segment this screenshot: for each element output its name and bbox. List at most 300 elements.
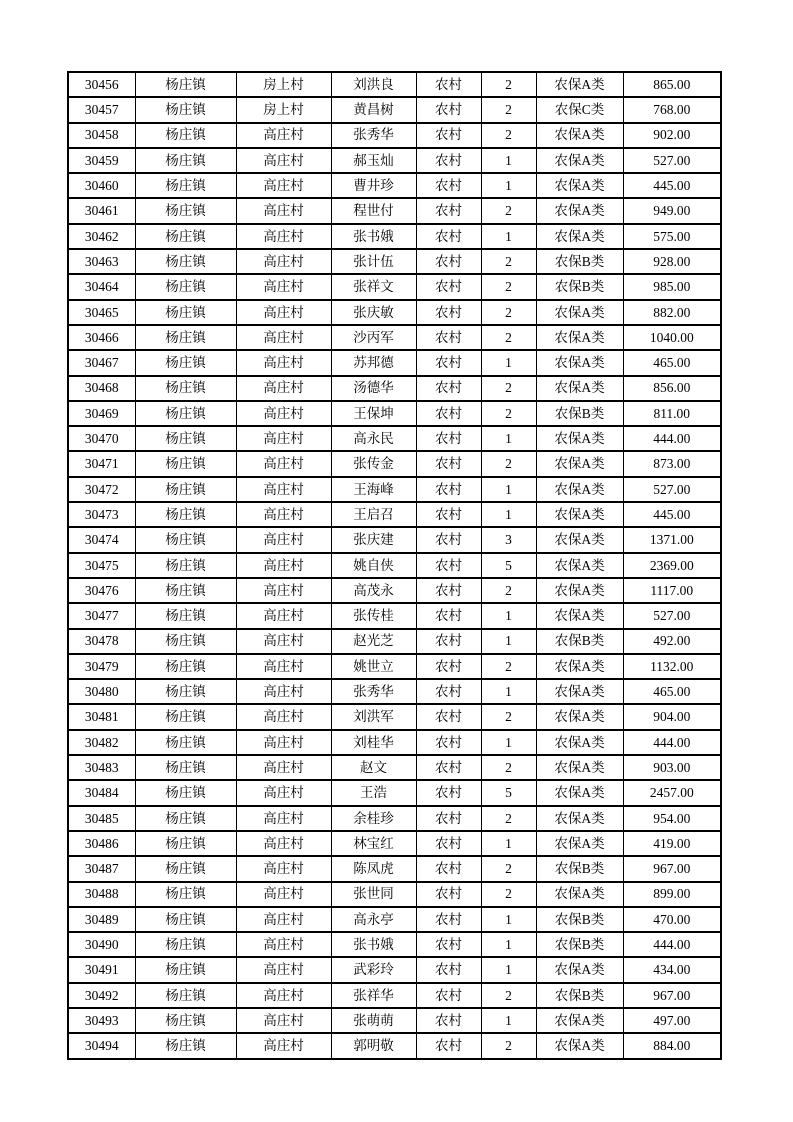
cell-person-count: 2 (481, 325, 536, 350)
cell-serial-number: 30493 (68, 1008, 135, 1033)
cell-village: 高庄村 (236, 957, 331, 982)
cell-town: 杨庄镇 (135, 224, 236, 249)
cell-person-count: 5 (481, 780, 536, 805)
cell-town: 杨庄镇 (135, 704, 236, 729)
cell-insurance-category: 农保B类 (536, 932, 623, 957)
cell-town: 杨庄镇 (135, 603, 236, 628)
table-row (68, 856, 721, 881)
cell-person-count: 1 (481, 957, 536, 982)
cell-serial-number: 30475 (68, 553, 135, 578)
cell-residence-type: 农村 (416, 148, 481, 173)
cell-village: 高庄村 (236, 173, 331, 198)
cell-person-name: 林宝红 (331, 831, 416, 856)
cell-person-name: 王保坤 (331, 401, 416, 426)
cell-insurance-category: 农保B类 (536, 629, 623, 654)
table-row (68, 831, 721, 856)
cell-residence-type: 农村 (416, 856, 481, 881)
cell-insurance-category: 农保B类 (536, 274, 623, 299)
cell-residence-type: 农村 (416, 97, 481, 122)
cell-person-name: 高茂永 (331, 578, 416, 603)
cell-insurance-category: 农保A类 (536, 1008, 623, 1033)
table-row (68, 957, 721, 982)
cell-residence-type: 农村 (416, 882, 481, 907)
cell-village: 高庄村 (236, 679, 331, 704)
cell-serial-number: 30460 (68, 173, 135, 198)
cell-person-name: 余桂珍 (331, 806, 416, 831)
cell-person-count: 2 (481, 704, 536, 729)
cell-person-name: 张萌萌 (331, 1008, 416, 1033)
cell-town: 杨庄镇 (135, 578, 236, 603)
cell-town: 杨庄镇 (135, 477, 236, 502)
cell-serial-number: 30482 (68, 730, 135, 755)
table-row (68, 882, 721, 907)
cell-village: 高庄村 (236, 1033, 331, 1058)
table-row (68, 654, 721, 679)
cell-village: 高庄村 (236, 198, 331, 223)
cell-person-count: 1 (481, 350, 536, 375)
cell-insurance-category: 农保A类 (536, 882, 623, 907)
cell-amount: 465.00 (623, 679, 721, 704)
cell-insurance-category: 农保A类 (536, 198, 623, 223)
cell-village: 高庄村 (236, 983, 331, 1008)
table-row (68, 629, 721, 654)
cell-person-count: 2 (481, 198, 536, 223)
cell-village: 高庄村 (236, 730, 331, 755)
cell-insurance-category: 农保A类 (536, 350, 623, 375)
table-row (68, 730, 721, 755)
cell-serial-number: 30468 (68, 376, 135, 401)
cell-town: 杨庄镇 (135, 148, 236, 173)
cell-village: 高庄村 (236, 654, 331, 679)
cell-serial-number: 30462 (68, 224, 135, 249)
cell-serial-number: 30465 (68, 300, 135, 325)
cell-person-count: 2 (481, 1033, 536, 1058)
cell-serial-number: 30461 (68, 198, 135, 223)
benefits-table (67, 71, 722, 1060)
table-row (68, 780, 721, 805)
cell-insurance-category: 农保A类 (536, 224, 623, 249)
cell-serial-number: 30467 (68, 350, 135, 375)
cell-amount: 873.00 (623, 451, 721, 476)
cell-village: 高庄村 (236, 831, 331, 856)
cell-amount: 444.00 (623, 730, 721, 755)
cell-town: 杨庄镇 (135, 274, 236, 299)
cell-town: 杨庄镇 (135, 325, 236, 350)
cell-insurance-category: 农保A类 (536, 831, 623, 856)
cell-person-count: 2 (481, 983, 536, 1008)
cell-insurance-category: 农保A类 (536, 578, 623, 603)
cell-serial-number: 30464 (68, 274, 135, 299)
cell-insurance-category: 农保A类 (536, 451, 623, 476)
cell-insurance-category: 农保A类 (536, 173, 623, 198)
cell-town: 杨庄镇 (135, 426, 236, 451)
cell-person-count: 3 (481, 527, 536, 552)
cell-village: 高庄村 (236, 300, 331, 325)
cell-village: 高庄村 (236, 401, 331, 426)
cell-person-count: 1 (481, 1008, 536, 1033)
cell-amount: 575.00 (623, 224, 721, 249)
cell-village: 高庄村 (236, 376, 331, 401)
cell-village: 高庄村 (236, 325, 331, 350)
cell-village: 高庄村 (236, 350, 331, 375)
cell-person-count: 1 (481, 502, 536, 527)
cell-insurance-category: 农保A类 (536, 679, 623, 704)
cell-insurance-category: 农保A类 (536, 704, 623, 729)
cell-residence-type: 农村 (416, 274, 481, 299)
cell-amount: 882.00 (623, 300, 721, 325)
cell-serial-number: 30492 (68, 983, 135, 1008)
cell-serial-number: 30480 (68, 679, 135, 704)
cell-village: 高庄村 (236, 451, 331, 476)
cell-insurance-category: 农保A类 (536, 654, 623, 679)
cell-amount: 465.00 (623, 350, 721, 375)
cell-person-name: 张书娥 (331, 932, 416, 957)
cell-person-count: 1 (481, 932, 536, 957)
cell-serial-number: 30481 (68, 704, 135, 729)
cell-insurance-category: 农保A类 (536, 603, 623, 628)
cell-person-name: 程世付 (331, 198, 416, 223)
cell-amount: 899.00 (623, 882, 721, 907)
table-row (68, 274, 721, 299)
cell-person-name: 刘洪军 (331, 704, 416, 729)
cell-town: 杨庄镇 (135, 730, 236, 755)
cell-town: 杨庄镇 (135, 679, 236, 704)
cell-town: 杨庄镇 (135, 350, 236, 375)
cell-person-name: 张祥文 (331, 274, 416, 299)
cell-residence-type: 农村 (416, 1008, 481, 1033)
cell-amount: 928.00 (623, 249, 721, 274)
cell-insurance-category: 农保A类 (536, 957, 623, 982)
cell-residence-type: 农村 (416, 300, 481, 325)
table-row (68, 1008, 721, 1033)
cell-amount: 470.00 (623, 907, 721, 932)
table-row (68, 983, 721, 1008)
table-row (68, 502, 721, 527)
cell-residence-type: 农村 (416, 679, 481, 704)
cell-insurance-category: 农保A类 (536, 755, 623, 780)
cell-insurance-category: 农保C类 (536, 97, 623, 122)
cell-village: 高庄村 (236, 932, 331, 957)
cell-town: 杨庄镇 (135, 806, 236, 831)
cell-residence-type: 农村 (416, 704, 481, 729)
cell-town: 杨庄镇 (135, 654, 236, 679)
cell-amount: 865.00 (623, 72, 721, 97)
cell-village: 高庄村 (236, 426, 331, 451)
cell-insurance-category: 农保A类 (536, 148, 623, 173)
cell-village: 高庄村 (236, 755, 331, 780)
cell-town: 杨庄镇 (135, 629, 236, 654)
cell-serial-number: 30491 (68, 957, 135, 982)
cell-serial-number: 30469 (68, 401, 135, 426)
cell-town: 杨庄镇 (135, 198, 236, 223)
cell-amount: 903.00 (623, 755, 721, 780)
table-row (68, 350, 721, 375)
cell-residence-type: 农村 (416, 629, 481, 654)
cell-amount: 985.00 (623, 274, 721, 299)
cell-person-count: 2 (481, 274, 536, 299)
cell-person-count: 2 (481, 123, 536, 148)
cell-amount: 2369.00 (623, 553, 721, 578)
cell-amount: 967.00 (623, 856, 721, 881)
table-row (68, 72, 721, 97)
cell-person-count: 2 (481, 300, 536, 325)
cell-serial-number: 30472 (68, 477, 135, 502)
cell-insurance-category: 农保A类 (536, 376, 623, 401)
cell-insurance-category: 农保A类 (536, 300, 623, 325)
cell-amount: 492.00 (623, 629, 721, 654)
cell-person-count: 2 (481, 755, 536, 780)
cell-person-name: 郭明敬 (331, 1033, 416, 1058)
cell-amount: 1371.00 (623, 527, 721, 552)
cell-serial-number: 30484 (68, 780, 135, 805)
cell-person-name: 张计伍 (331, 249, 416, 274)
cell-amount: 1132.00 (623, 654, 721, 679)
cell-person-name: 张庆建 (331, 527, 416, 552)
cell-serial-number: 30474 (68, 527, 135, 552)
table-row (68, 451, 721, 476)
cell-insurance-category: 农保A类 (536, 730, 623, 755)
cell-insurance-category: 农保A类 (536, 426, 623, 451)
cell-residence-type: 农村 (416, 249, 481, 274)
cell-person-name: 姚自侠 (331, 553, 416, 578)
cell-person-count: 2 (481, 806, 536, 831)
cell-village: 高庄村 (236, 502, 331, 527)
cell-residence-type: 农村 (416, 831, 481, 856)
cell-residence-type: 农村 (416, 654, 481, 679)
cell-residence-type: 农村 (416, 553, 481, 578)
table-row (68, 907, 721, 932)
cell-insurance-category: 农保A类 (536, 123, 623, 148)
cell-insurance-category: 农保B类 (536, 907, 623, 932)
table-row (68, 148, 721, 173)
cell-person-count: 1 (481, 831, 536, 856)
cell-village: 高庄村 (236, 527, 331, 552)
cell-person-count: 2 (481, 97, 536, 122)
table-row (68, 527, 721, 552)
cell-village: 高庄村 (236, 629, 331, 654)
cell-insurance-category: 农保B类 (536, 983, 623, 1008)
table-row (68, 401, 721, 426)
cell-serial-number: 30489 (68, 907, 135, 932)
cell-serial-number: 30477 (68, 603, 135, 628)
cell-residence-type: 农村 (416, 806, 481, 831)
table-row (68, 97, 721, 122)
cell-town: 杨庄镇 (135, 856, 236, 881)
cell-person-name: 张世同 (331, 882, 416, 907)
cell-amount: 811.00 (623, 401, 721, 426)
cell-serial-number: 30485 (68, 806, 135, 831)
cell-person-name: 汤德华 (331, 376, 416, 401)
cell-serial-number: 30470 (68, 426, 135, 451)
cell-village: 高庄村 (236, 1008, 331, 1033)
table-row (68, 806, 721, 831)
cell-residence-type: 农村 (416, 1033, 481, 1058)
table-row (68, 198, 721, 223)
cell-serial-number: 30478 (68, 629, 135, 654)
cell-serial-number: 30479 (68, 654, 135, 679)
cell-person-count: 2 (481, 451, 536, 476)
cell-residence-type: 农村 (416, 932, 481, 957)
cell-person-name: 张秀华 (331, 123, 416, 148)
cell-town: 杨庄镇 (135, 1033, 236, 1058)
cell-residence-type: 农村 (416, 72, 481, 97)
table-body (68, 72, 721, 1059)
cell-residence-type: 农村 (416, 527, 481, 552)
cell-person-name: 高永民 (331, 426, 416, 451)
cell-village: 高庄村 (236, 603, 331, 628)
cell-person-name: 张书娥 (331, 224, 416, 249)
cell-person-count: 1 (481, 629, 536, 654)
cell-insurance-category: 农保A类 (536, 325, 623, 350)
cell-village: 高庄村 (236, 224, 331, 249)
cell-person-name: 王启召 (331, 502, 416, 527)
cell-serial-number: 30476 (68, 578, 135, 603)
cell-person-count: 2 (481, 882, 536, 907)
cell-town: 杨庄镇 (135, 957, 236, 982)
cell-person-count: 2 (481, 401, 536, 426)
cell-insurance-category: 农保A类 (536, 806, 623, 831)
cell-town: 杨庄镇 (135, 983, 236, 1008)
cell-amount: 527.00 (623, 148, 721, 173)
cell-amount: 902.00 (623, 123, 721, 148)
cell-person-count: 1 (481, 730, 536, 755)
cell-town: 杨庄镇 (135, 780, 236, 805)
cell-serial-number: 30463 (68, 249, 135, 274)
cell-town: 杨庄镇 (135, 527, 236, 552)
cell-amount: 954.00 (623, 806, 721, 831)
cell-serial-number: 30490 (68, 932, 135, 957)
cell-town: 杨庄镇 (135, 755, 236, 780)
cell-amount: 445.00 (623, 173, 721, 198)
table-row (68, 679, 721, 704)
table-row (68, 325, 721, 350)
cell-town: 杨庄镇 (135, 173, 236, 198)
table-row (68, 578, 721, 603)
cell-amount: 445.00 (623, 502, 721, 527)
cell-village: 房上村 (236, 72, 331, 97)
cell-town: 杨庄镇 (135, 72, 236, 97)
cell-person-name: 曹井珍 (331, 173, 416, 198)
cell-amount: 904.00 (623, 704, 721, 729)
cell-town: 杨庄镇 (135, 97, 236, 122)
cell-person-name: 沙丙军 (331, 325, 416, 350)
cell-village: 高庄村 (236, 477, 331, 502)
cell-serial-number: 30486 (68, 831, 135, 856)
table-row (68, 300, 721, 325)
cell-residence-type: 农村 (416, 755, 481, 780)
table-row (68, 249, 721, 274)
cell-amount: 884.00 (623, 1033, 721, 1058)
cell-person-name: 郝玉灿 (331, 148, 416, 173)
cell-amount: 444.00 (623, 932, 721, 957)
cell-residence-type: 农村 (416, 325, 481, 350)
cell-insurance-category: 农保A类 (536, 553, 623, 578)
cell-person-count: 1 (481, 173, 536, 198)
cell-residence-type: 农村 (416, 502, 481, 527)
cell-village: 高庄村 (236, 148, 331, 173)
cell-residence-type: 农村 (416, 401, 481, 426)
cell-serial-number: 30458 (68, 123, 135, 148)
cell-serial-number: 30459 (68, 148, 135, 173)
cell-person-count: 1 (481, 679, 536, 704)
table-row (68, 603, 721, 628)
cell-amount: 1117.00 (623, 578, 721, 603)
cell-person-count: 1 (481, 224, 536, 249)
cell-person-count: 1 (481, 477, 536, 502)
cell-person-name: 赵光芝 (331, 629, 416, 654)
cell-person-name: 王浩 (331, 780, 416, 805)
table-row (68, 426, 721, 451)
cell-amount: 1040.00 (623, 325, 721, 350)
cell-residence-type: 农村 (416, 350, 481, 375)
cell-serial-number: 30456 (68, 72, 135, 97)
cell-insurance-category: 农保B类 (536, 856, 623, 881)
cell-residence-type: 农村 (416, 376, 481, 401)
cell-town: 杨庄镇 (135, 451, 236, 476)
cell-person-count: 1 (481, 907, 536, 932)
cell-village: 高庄村 (236, 780, 331, 805)
cell-person-name: 张传桂 (331, 603, 416, 628)
cell-residence-type: 农村 (416, 198, 481, 223)
cell-insurance-category: 农保A类 (536, 477, 623, 502)
cell-residence-type: 农村 (416, 907, 481, 932)
cell-person-name: 张秀华 (331, 679, 416, 704)
cell-person-name: 高永亭 (331, 907, 416, 932)
cell-town: 杨庄镇 (135, 831, 236, 856)
cell-residence-type: 农村 (416, 578, 481, 603)
cell-serial-number: 30494 (68, 1033, 135, 1058)
cell-residence-type: 农村 (416, 426, 481, 451)
cell-person-count: 1 (481, 148, 536, 173)
cell-person-name: 张祥华 (331, 983, 416, 1008)
cell-amount: 967.00 (623, 983, 721, 1008)
cell-person-count: 1 (481, 426, 536, 451)
table-row (68, 553, 721, 578)
cell-town: 杨庄镇 (135, 376, 236, 401)
cell-amount: 444.00 (623, 426, 721, 451)
cell-village: 高庄村 (236, 274, 331, 299)
cell-residence-type: 农村 (416, 477, 481, 502)
cell-village: 高庄村 (236, 882, 331, 907)
cell-residence-type: 农村 (416, 957, 481, 982)
table-row (68, 1033, 721, 1058)
cell-person-name: 赵文 (331, 755, 416, 780)
cell-insurance-category: 农保A类 (536, 72, 623, 97)
cell-person-count: 1 (481, 603, 536, 628)
table-row (68, 755, 721, 780)
cell-town: 杨庄镇 (135, 553, 236, 578)
cell-town: 杨庄镇 (135, 1008, 236, 1033)
cell-town: 杨庄镇 (135, 401, 236, 426)
cell-residence-type: 农村 (416, 730, 481, 755)
cell-person-name: 刘洪良 (331, 72, 416, 97)
table-row (68, 173, 721, 198)
cell-amount: 419.00 (623, 831, 721, 856)
cell-person-name: 王海峰 (331, 477, 416, 502)
cell-person-count: 2 (481, 654, 536, 679)
cell-residence-type: 农村 (416, 983, 481, 1008)
cell-village: 高庄村 (236, 578, 331, 603)
cell-person-name: 张传金 (331, 451, 416, 476)
cell-town: 杨庄镇 (135, 249, 236, 274)
cell-serial-number: 30487 (68, 856, 135, 881)
cell-insurance-category: 农保A类 (536, 780, 623, 805)
cell-insurance-category: 农保B类 (536, 249, 623, 274)
cell-person-name: 武彩玲 (331, 957, 416, 982)
cell-amount: 527.00 (623, 477, 721, 502)
cell-amount: 2457.00 (623, 780, 721, 805)
cell-person-count: 2 (481, 376, 536, 401)
